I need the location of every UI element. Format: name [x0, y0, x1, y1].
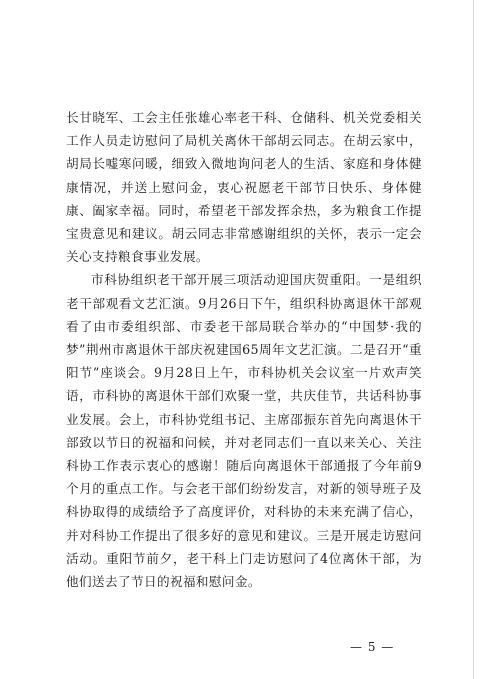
paragraph-science-association: 市科协组织老干部开展三项活动迎国庆贺重阳。一是组织老干部观看文艺汇演。9月26日下午，组织科协离退休干部观看了由市委组织部、市委老干部局联合举办的“中国梦·我的梦”荆州市离退休干部庆祝建国65周年文艺汇演。二是召开“重阳节”座谈会。9月28日上午，市科协机关会议室一片欢声笑语，市科协的离退休干部们欢聚一堂，共庆佳节，共话科协事业发展。会上，市科协党组书记、主席邵振东首先向离退休干部致以节日的祝福和问候，并对老同志们一直以来关心、关注科协工作表示衷心的感谢！随后向离退休干部通报了今年前9个月的重点工作。与会老干部们纷纷发言，对新的领导班子及科协取得的成绩给予了高度评价，对科协的未来充满了信心，并对科协工作提出了很多好的意见和建议。三是开展走访慰问活动。重阳节前夕，老干科上门走访慰问了4位离休干部，为他们送去了节日的祝福和慰问金。	[66, 272, 422, 590]
body-text	[66, 106, 422, 593]
scan-edge-line	[473, 0, 474, 679]
paragraph-continued: 长甘晓军、工会主任张雄心率老干科、仓储科、机关党委相关工作人员走访慰问了局机关离休干部胡云同志。在胡云家中，胡局长嘘寒问暖，细致入微地询问老人的生活、家庭和身体健康情况，并送上慰问金，衷心祝愿老干部节日快乐、身体健康、阖家幸福。同时，希望老干部发挥余热，多为粮食工作提宝贵意见和建议。胡云同志非常感谢组织的关怀，表示一定会关心支持粮食事业发展。	[66, 110, 422, 265]
page-number: — 5 —	[350, 640, 395, 654]
